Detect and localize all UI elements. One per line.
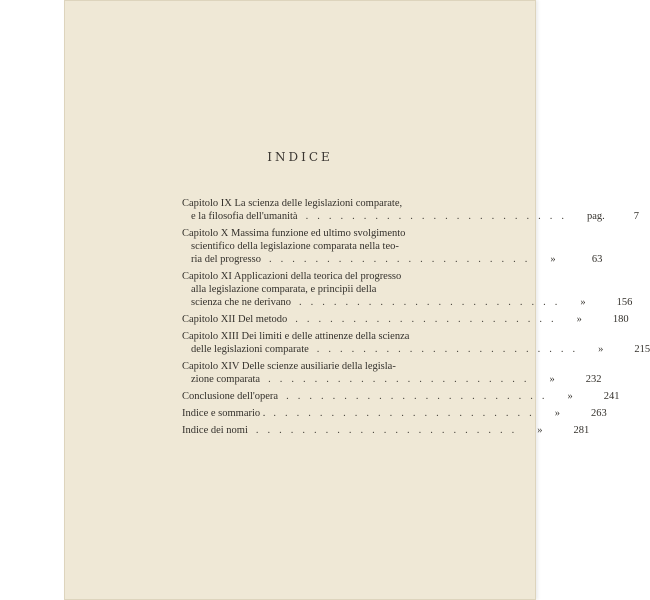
leader-dots: ....................... (255, 425, 524, 436)
leader-dots: ....................... (286, 391, 554, 402)
toc-entry-line: alla legislazione comparata, e principii della (191, 284, 377, 295)
page-number: 63 (591, 254, 603, 265)
toc-entry-line: scienza che ne derivano (191, 297, 291, 308)
toc-entry-line: zione comparata (191, 374, 261, 385)
leader-dots: ....................... (268, 374, 536, 385)
toc-entry-line: Indice dei nomi (182, 425, 248, 436)
page-prefix: » (567, 391, 573, 402)
page-number: 241 (603, 391, 620, 402)
book-page (64, 0, 650, 600)
toc-entry (182, 330, 650, 356)
toc-entry (182, 313, 629, 326)
toc-entry (182, 390, 620, 403)
toc-entry (182, 407, 607, 420)
page-number: 232 (585, 374, 602, 385)
toc-entry (182, 424, 590, 437)
page-number: 263 (591, 408, 607, 419)
leader-dots: ....................... (299, 297, 567, 308)
page-prefix: pag. (586, 211, 605, 222)
table-of-contents (182, 197, 650, 441)
page-prefix: » (598, 344, 604, 355)
toc-entry-line: ria del progresso (191, 254, 261, 265)
toc-entry (182, 227, 603, 266)
page-prefix: » (576, 314, 582, 325)
leader-dots: ....................... (295, 314, 563, 325)
page-prefix: » (550, 254, 556, 265)
page-title: INDICE (267, 150, 333, 164)
leader-dots: ....................... (316, 344, 585, 355)
toc-entry-line: Capitolo XIII Dei limiti e delle attinenze della scienza (182, 331, 410, 342)
toc-entry-line: Indice e sommario . (182, 408, 266, 419)
page-prefix: » (554, 408, 561, 419)
toc-entry-line: Capitolo X Massima funzione ed ultimo svolgimento (182, 228, 406, 239)
toc-entry-line: Conclusione dell'opera (182, 391, 279, 402)
toc-entry (182, 270, 633, 309)
page-number: 156 (616, 297, 633, 308)
page-prefix: » (580, 297, 586, 308)
toc-entry (182, 197, 639, 223)
leader-dots: ....................... (273, 408, 541, 419)
toc-entry-line: scientifico della legislazione comparata nella teo- (191, 241, 399, 252)
page-number: 7 (633, 211, 639, 222)
page-number: 281 (573, 425, 590, 436)
toc-entry-line: Capitolo IX La scienza delle legislazioni comparate, (182, 198, 403, 209)
page-number: 180 (612, 314, 629, 325)
toc-entry-line: e la filosofia dell'umanità (191, 211, 298, 222)
leader-dots: ....................... (268, 254, 537, 265)
toc-entry-line: Capitolo XI Applicazioni della teorica del progresso (182, 271, 402, 282)
toc-entry-line: delle legislazioni comparate (191, 344, 309, 355)
page-number: 215 (634, 344, 650, 355)
leader-dots: ....................... (305, 211, 573, 222)
toc-entry (182, 360, 602, 386)
toc-entry-line: Capitolo XIV Delle scienze ausiliarie della legisla- (182, 361, 396, 372)
page-prefix: » (537, 425, 543, 436)
toc-entry-line: Capitolo XII Del metodo (182, 314, 288, 325)
page-prefix: » (549, 374, 555, 385)
